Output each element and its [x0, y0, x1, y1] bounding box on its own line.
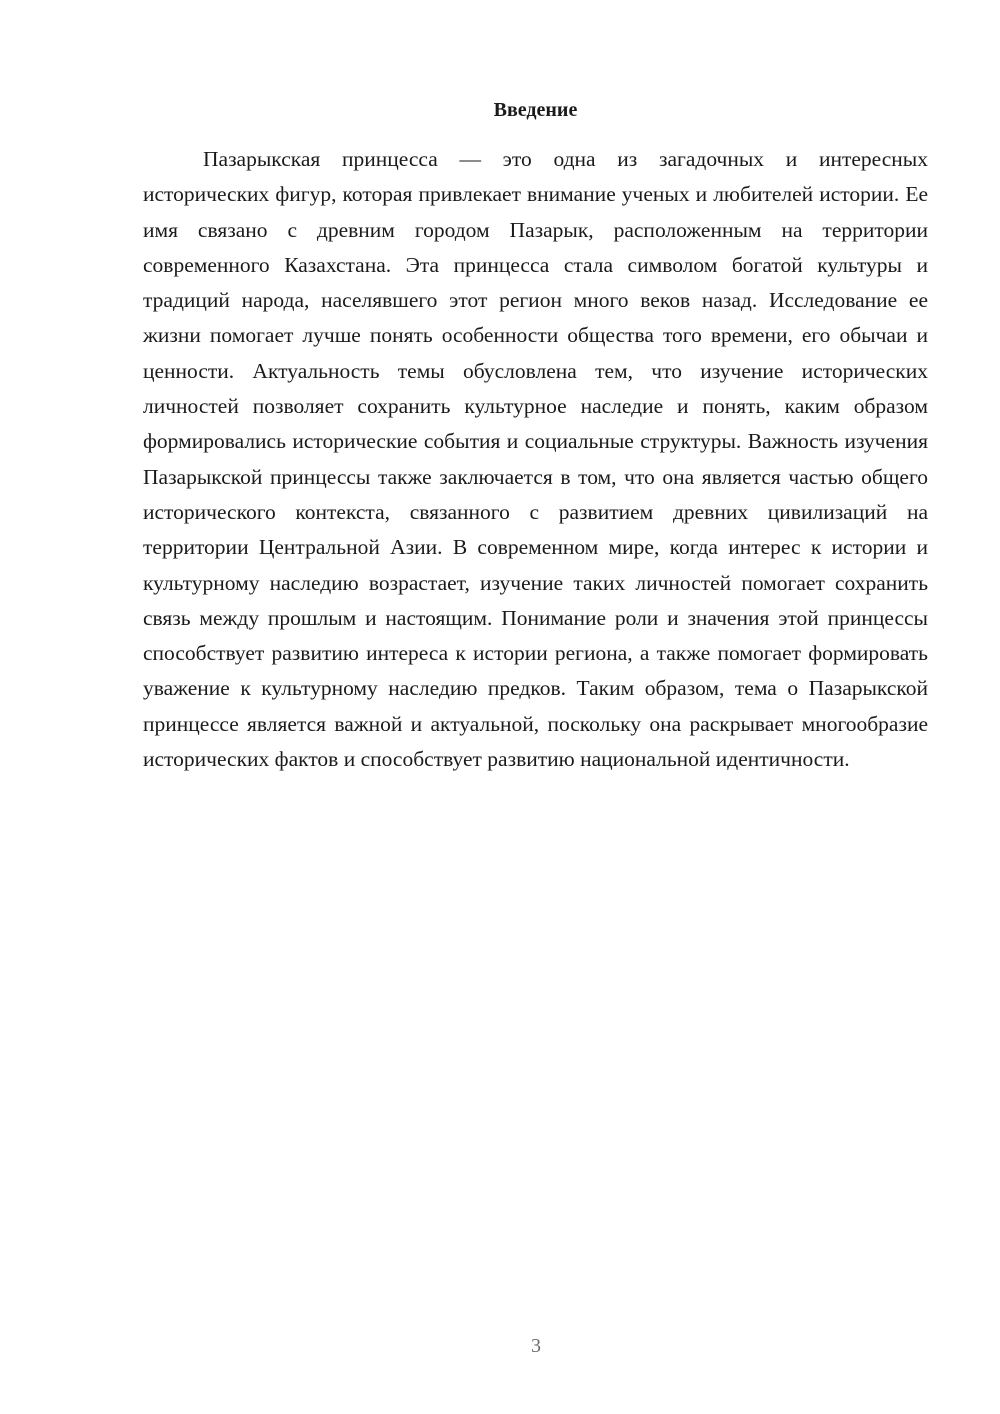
page-number: 3 [531, 1335, 541, 1357]
body-paragraph: Пазарыкская принцесса — это одна из загадочных и интересных исторических фигур, которая привлекает внимание ученых и любителей истории. Ее имя связано с древним городом Пазарык, расположенным на территории современного Казахстана. Эта принцесса стала символом богатой культуры и традиций народа, населявшего этот регион много веков назад. Исследование ее жизни помогает лучше понять особенности общества того времени, его обычаи и ценности. Актуальность темы обусловлена тем, что изучение исторических личностей позволяет сохранить культурное наследие и понять, каким образом формировались исторические события и социальные структуры. Важность изучения Пазарыкской принцессы также заключается в том, что она является частью общего исторического контекста, связанного с развитием древних цивилизаций на территории Центральной Азии. В современном мире, когда интерес к истории и культурному наследию возрастает, изучение таких личностей помогает сохранить связь между прошлым и настоящим. Понимание роли и значения этой принцессы способствует развитию интереса к истории региона, а также помогает формировать уважение к культурному наследию предков. Таким образом, тема о Пазарыкской принцессе является важной и актуальной, поскольку она раскрывает многообразие исторических фактов и способствует развитию национальной идентичности. [143, 147, 928, 772]
section-heading: Введение [493, 99, 578, 121]
